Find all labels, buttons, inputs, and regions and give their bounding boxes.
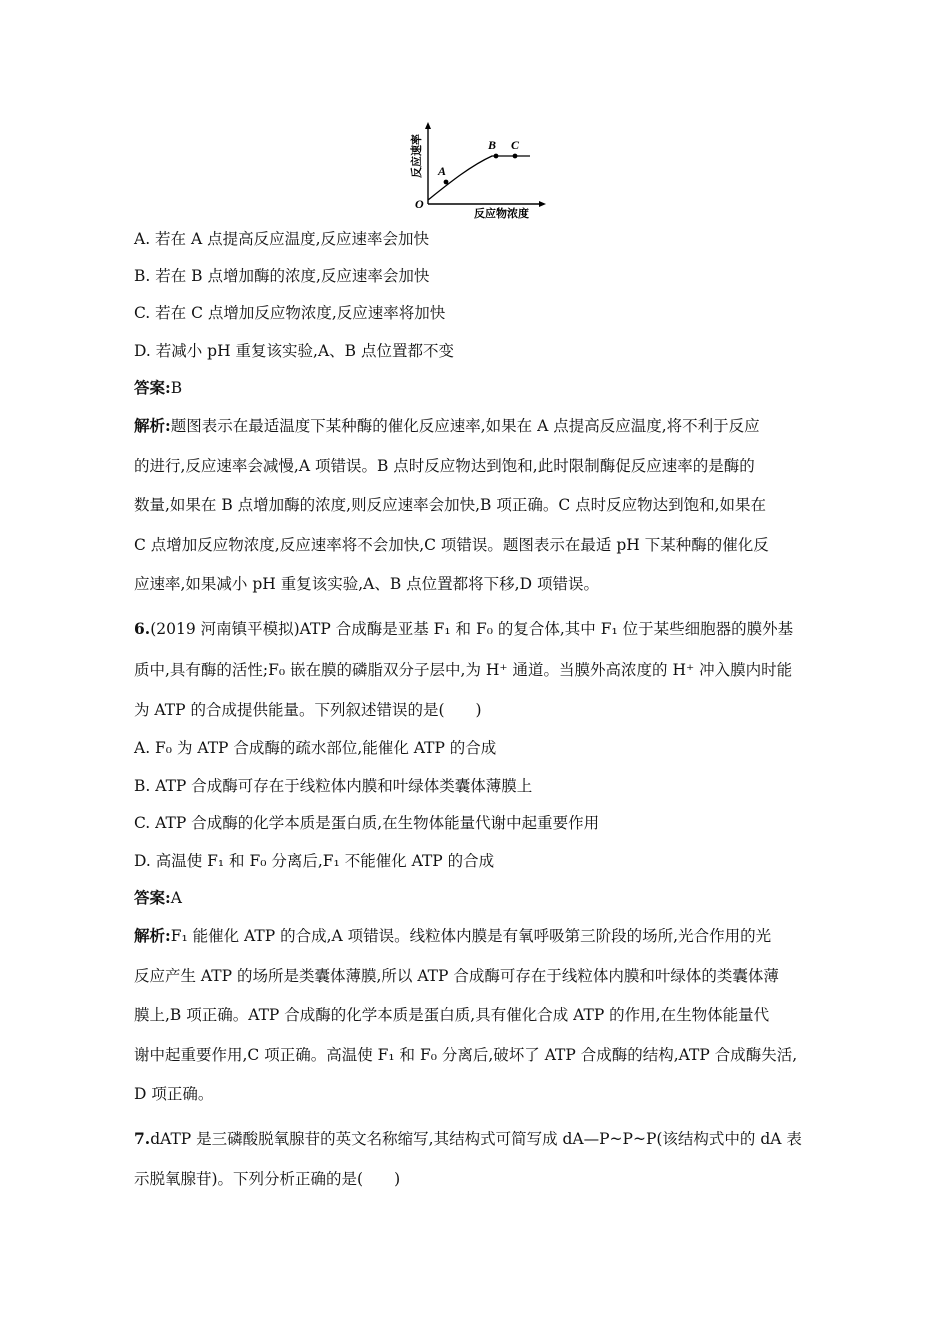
x-axis-label: 反应物浓度 (474, 207, 529, 220)
q5-analysis-line-2: 的进行,反应速率会减慢,A 项错误。B 点时反应物达到饱和,此时限制酶促反应速率的是酶的 (134, 457, 755, 475)
origin-label: O (415, 197, 424, 211)
q6-option-c: C. ATP 合成酶的化学本质是蛋白质,在生物体能量代谢中起重要作用 (134, 814, 600, 832)
q6-answer-label: 答案: (134, 888, 171, 907)
q6-analysis-line-3: 膜上,B 项正确。ATP 合成酶的化学本质是蛋白质,具有催化合成 ATP 的作用,在生物体能量代 (134, 1006, 770, 1024)
q5-answer (134, 377, 182, 399)
q6-analysis-line-5: D 项正确。 (134, 1085, 214, 1103)
point-c-label: C (511, 138, 520, 152)
q5-answer-label: 答案: (134, 378, 171, 397)
point-b-label: B (488, 138, 497, 152)
q5-analysis-text-1: 题图表示在最适温度下某种酶的催化反应速率,如果在 A 点提高反应温度,将不利于反应 (170, 417, 760, 435)
point-a-marker (444, 180, 449, 185)
q6-analysis-text-1: F₁ 能催化 ATP 的合成,A 项错误。线粒体内膜是有氧呼吸第三阶段的场所,光合作用的光 (170, 927, 772, 945)
q6-number: 6. (134, 619, 151, 638)
q5-option-c: C. 若在 C 点增加反应物浓度,反应速率将加快 (134, 304, 446, 322)
q6-option-b: B. ATP 合成酶可存在于线粒体内膜和叶绿体类囊体薄膜上 (134, 777, 533, 795)
q6-analysis-line-2: 反应产生 ATP 的场所是类囊体薄膜,所以 ATP 合成酶可存在于线粒体内膜和叶绿体的类囊体薄 (134, 967, 779, 985)
q5-option-d: D. 若减小 pH 重复该实验,A、B 点位置都不变 (134, 342, 454, 360)
q5-analysis-line-1 (134, 415, 760, 437)
q6-option-a: A. F₀ 为 ATP 合成酶的疏水部位,能催化 ATP 的合成 (134, 739, 497, 757)
q5-answer-value: B (170, 379, 183, 397)
x-axis-arrow (539, 201, 546, 207)
q5-option-a: A. 若在 A 点提高反应温度,反应速率会加快 (134, 230, 430, 248)
point-b-marker (494, 154, 499, 159)
y-axis-label: 反应速率 (410, 134, 423, 178)
q7-stem-text-1: dATP 是三磷酸脱氧腺苷的英文名称缩写,其结构式可简写成 dA—P~P~P(该结构式中的 dA 表 (150, 1130, 802, 1148)
q6-stem-text-1: (2019 河南镇平模拟)ATP 合成酶是亚基 F₁ 和 F₀ 的复合体,其中 F₁ 位于某些细胞器的膜外基 (150, 620, 794, 638)
q7-stem-line-1 (134, 1128, 802, 1150)
q7-stem-line-2: 示脱氧腺苷)。下列分析正确的是( ) (134, 1170, 401, 1188)
rate-curve (428, 156, 530, 200)
point-c-marker (513, 154, 518, 159)
q6-option-d: D. 高温使 F₁ 和 F₀ 分离后,F₁ 不能催化 ATP 的合成 (134, 852, 495, 870)
rate-curve-svg (400, 116, 550, 220)
q6-analysis-line-4: 谢中起重要作用,C 项正确。高温使 F₁ 和 F₀ 分离后,破坏了 ATP 合成酶的结构,ATP 合成酶失活, (134, 1046, 798, 1064)
q5-analysis-label: 解析: (134, 416, 171, 435)
q7-number: 7. (134, 1129, 151, 1148)
q6-stem-line-1 (134, 618, 793, 640)
q5-analysis-line-5: 应速率,如果减小 pH 重复该实验,A、B 点位置都将下移,D 项错误。 (134, 575, 599, 593)
q5-analysis-line-3: 数量,如果在 B 点增加酶的浓度,则反应速率会加快,B 项正确。C 点时反应物达到饱和,如果在 (134, 496, 767, 514)
q5-option-b: B. 若在 B 点增加酶的浓度,反应速率会加快 (134, 267, 430, 285)
q6-stem-line-3: 为 ATP 的合成提供能量。下列叙述错误的是( ) (134, 701, 482, 719)
q6-answer-value: A (170, 889, 182, 907)
q5-analysis-line-4: C 点增加反应物浓度,反应速率将不会加快,C 项错误。题图表示在最适 pH 下某种酶的催化反 (134, 536, 769, 554)
q6-stem-line-2: 质中,具有酶的活性;F₀ 嵌在膜的磷脂双分子层中,为 H⁺ 通道。当膜外高浓度的 H⁺ 冲入膜内时能 (134, 661, 793, 679)
point-a-label: A (438, 164, 447, 178)
q6-answer (134, 887, 182, 909)
q6-analysis-label: 解析: (134, 926, 171, 945)
y-axis-arrow (425, 122, 431, 129)
q6-analysis-line-1 (134, 925, 771, 947)
rate-curve-figure (400, 116, 550, 220)
